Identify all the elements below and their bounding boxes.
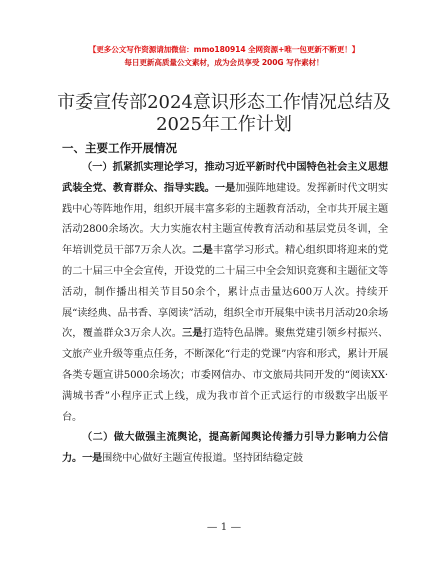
lead-1-1: 一是 [214,182,236,194]
document-title: 市委宣传部2024意识形态工作情况总结及2025年工作计划 [57,92,391,135]
promo-line-2: 每日更新高质量公文素材，成为会员享受 200G 写作素材！ [124,58,324,67]
promo-banner [0,44,448,69]
subheading-2: （二）做大做强主流舆论，提高新闻舆论传播力引导力影响力公信力。 [62,432,388,465]
lead-1-3: 三是 [182,328,203,340]
paragraph-2 [62,428,388,470]
document-body [62,158,388,470]
paragraph-1 [62,158,388,428]
text-1-1: 加强阵地建设。发挥新时代文明实践中心等阵地作用，组织开展丰富多彩的主题教育活动，全市共开展主题活动2800余场次。大力实施农村主题宣传教育活动和基层党员冬训，全年培训党员干部7万余人次。 [62,182,389,257]
text-2-1: 围绕中心做好主题宣传报道。坚持团结稳定鼓 [102,453,303,465]
text-1-3: 打造特色品牌。聚焦党建引领乡村振兴、文旅产业升级等重点任务，不断深化“行走的党课”内容和形式，累计开展各类专题宣讲5000余场次；市委网信办、市文旅局共同开发的“阅读XX·满城书香”小程序正式上线，成为我市首个正式运行的市级数字出版平台。 [62,328,388,423]
lead-1-2: 二是 [192,245,213,257]
lead-2-1: 一是 [82,453,103,465]
text-1-2: 丰富学习形式。精心组织即将迎来的党的二十届三中全会宣传，开设党的二十届三中全会知识竞赛和主题征文等活动，制作播出相关节目50余个，累计点击量达600万人次。持续开展“读经典、品书香、享阅读”活动，组织全市开展集中读书月活动20余场次，覆盖群众3万余人次。 [62,245,389,340]
section-heading: 一、主要工作开展情况 [62,141,177,155]
promo-line-1: 【更多公文写作资源请加微信：mmo180914 全网资源+唯一包更新不断更！】 [88,45,360,54]
page-number: — 1 — [206,521,242,533]
subheading-1: （一）抓紧抓实理论学习，推动习近平新时代中国特色社会主义思想武装全党、教育群众、指导实践。 [62,162,388,194]
